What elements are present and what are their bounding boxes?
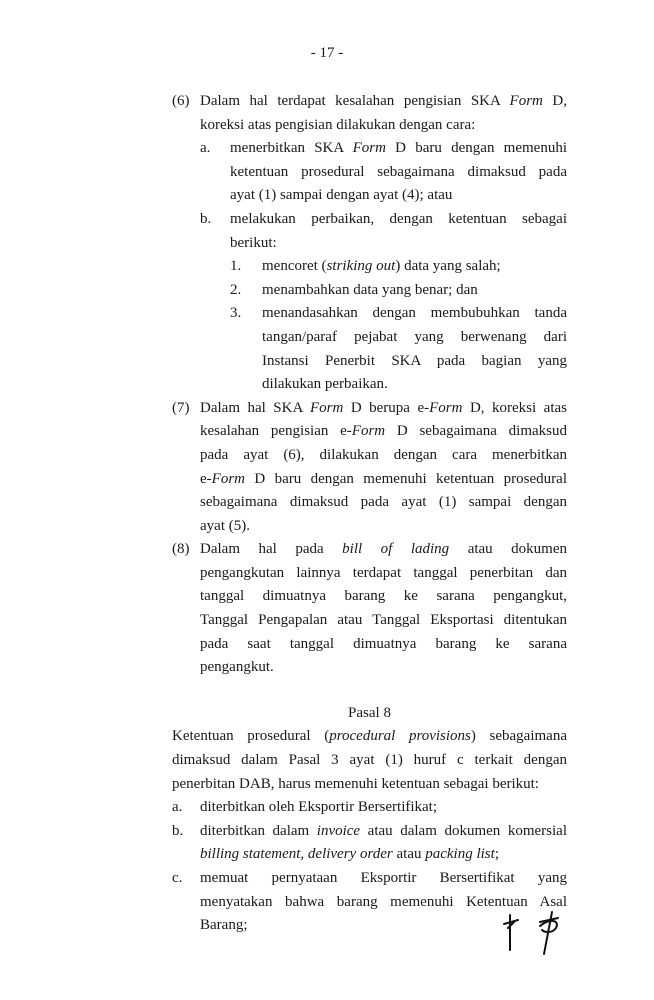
text-line <box>0 420 654 444</box>
text-segment: atau dalam dokumen komersial <box>360 822 567 839</box>
text-segment: ketentuan prosedural sebagaimana dimaksud pada <box>230 163 567 180</box>
text-segment: memuat pernyataan Eksportir Bersertifikat yang <box>200 870 567 886</box>
text-line <box>0 232 654 256</box>
text-segment: pada ayat (6), dilakukan dengan cara menerbitkan <box>200 446 567 463</box>
text-segment: menandasahkan dengan membubuhkan tanda <box>262 305 567 322</box>
list-marker: a. <box>172 799 183 816</box>
line-text <box>200 585 567 609</box>
text-segment: ) sebagaimana <box>470 728 567 745</box>
line-text <box>172 773 567 797</box>
text-segment: penerbitan DAB, harus memenuhi ketentuan sebagai berikut: <box>172 775 539 792</box>
text-line <box>0 444 654 468</box>
text-segment: berikut: <box>230 234 277 251</box>
text-line <box>0 867 654 891</box>
document-body <box>0 90 654 938</box>
text-segment: ) data yang salah; <box>395 258 501 275</box>
line-text <box>200 820 567 844</box>
italic-term: procedural provisions <box>329 728 471 745</box>
text-line <box>0 161 654 185</box>
list-marker: (7) <box>172 399 190 416</box>
line-text <box>200 397 567 421</box>
signature-initials <box>500 910 570 960</box>
text-line <box>0 538 654 562</box>
italic-term: billing statement, delivery order <box>200 846 393 863</box>
line-text <box>200 538 567 562</box>
text-line <box>0 255 654 279</box>
list-marker: 2. <box>230 281 242 298</box>
text-line <box>0 820 654 844</box>
text-segment: tanggal dimuatnya barang ke sarana pengangkut, <box>200 588 567 605</box>
line-text <box>200 796 567 820</box>
italic-term: bill of lading <box>342 541 450 558</box>
text-segment: Instansi Penerbit SKA pada bagian yang <box>262 352 567 369</box>
text-line <box>0 468 654 492</box>
list-marker: a. <box>200 140 211 157</box>
text-segment: Tanggal Pengapalan atau Tanggal Eksportasi ditentukan <box>200 612 567 629</box>
list-marker: (6) <box>172 93 190 109</box>
line-text <box>200 609 567 633</box>
text-line <box>0 350 654 374</box>
text-line <box>0 208 654 232</box>
text-segment: D baru dengan memenuhi ketentuan prosedural <box>245 470 567 487</box>
text-line <box>0 114 654 138</box>
text-line <box>0 491 654 515</box>
line-text <box>230 184 567 208</box>
text-segment: D baru dengan memenuhi <box>385 140 567 157</box>
line-text <box>230 232 567 256</box>
text-line <box>0 656 654 680</box>
italic-term: Form <box>429 399 463 416</box>
italic-term: Form <box>509 93 543 109</box>
text-line <box>0 373 654 397</box>
list-marker: (8) <box>172 541 190 558</box>
line-text <box>200 491 567 515</box>
text-segment: diterbitkan dalam <box>200 822 317 839</box>
list-marker: 3. <box>230 305 242 322</box>
line-text <box>200 867 567 891</box>
text-segment: ayat (1) sampai dengan ayat (4); atau <box>230 187 453 204</box>
text-line <box>0 633 654 657</box>
text-line <box>0 137 654 161</box>
text-line <box>0 585 654 609</box>
text-segment: diterbitkan oleh Eksportir Bersertifikat; <box>200 799 438 816</box>
line-text <box>200 90 567 114</box>
line-text <box>262 255 567 279</box>
line-text <box>172 725 567 749</box>
text-segment: pengangkutan lainnya terdapat tanggal penerbitan dan <box>200 564 567 581</box>
text-line <box>0 796 654 820</box>
text-segment: ayat (5). <box>200 517 250 534</box>
text-line <box>0 562 654 586</box>
text-segment: tangan/paraf pejabat yang berwenang dari <box>262 328 567 345</box>
text-line <box>0 90 654 114</box>
text-segment: D, <box>542 93 567 109</box>
text-segment: menambahkan data yang benar; dan <box>262 281 478 298</box>
text-line <box>0 302 654 326</box>
text-segment: atau dokumen <box>449 541 567 558</box>
text-line <box>0 515 654 539</box>
text-segment: koreksi atas pengisian dilakukan dengan cara: <box>200 116 476 133</box>
text-line <box>0 725 654 749</box>
line-text <box>200 656 567 680</box>
text-line <box>0 397 654 421</box>
list-marker: c. <box>172 870 183 886</box>
italic-term: invoice <box>316 822 361 839</box>
text-segment: D berupa e- <box>343 399 430 416</box>
text-line <box>0 773 654 797</box>
text-segment: dilakukan perbaikan. <box>262 376 388 393</box>
line-text <box>172 702 567 726</box>
text-segment: Ketentuan prosedural ( <box>172 728 330 745</box>
text-segment: sebagaimana dimaksud pada ayat (1) sampai dengan <box>200 494 567 511</box>
text-segment: mencoret ( <box>262 258 327 275</box>
line-text <box>262 302 567 326</box>
text-segment: ; <box>494 846 499 863</box>
italic-term: Form <box>351 423 386 440</box>
text-line <box>0 749 654 773</box>
line-text <box>200 420 567 444</box>
line-text <box>200 114 567 138</box>
text-segment: pada saat tanggal dimuatnya barang ke sarana <box>200 635 567 652</box>
text-segment: e- <box>200 470 212 487</box>
line-text <box>172 749 567 773</box>
line-text <box>262 373 567 397</box>
line-text <box>200 633 567 657</box>
text-segment: Pasal 8 <box>348 704 391 721</box>
text-segment: Dalam hal terdapat kesalahan pengisian SKA <box>200 93 510 109</box>
line-text <box>230 137 567 161</box>
list-marker: b. <box>200 210 212 227</box>
line-text <box>262 326 567 350</box>
list-marker: b. <box>172 822 184 839</box>
line-text <box>200 843 567 867</box>
section-heading <box>0 702 654 726</box>
text-segment: Dalam hal SKA <box>200 399 310 416</box>
line-text <box>230 208 567 232</box>
line-text <box>200 468 567 492</box>
line-text <box>262 350 567 374</box>
text-segment: kesalahan pengisian e- <box>200 423 352 440</box>
text-segment: D sebagaimana dimaksud <box>385 423 567 440</box>
text-line <box>0 326 654 350</box>
line-text <box>200 444 567 468</box>
spacer <box>0 680 654 702</box>
italic-term: Form <box>309 399 344 416</box>
text-segment: Barang; <box>200 917 248 934</box>
italic-term: striking out <box>326 258 396 275</box>
text-line <box>0 609 654 633</box>
text-segment: dimaksud dalam Pasal 3 ayat (1) huruf c terkait dengan <box>172 752 567 769</box>
text-line <box>0 279 654 303</box>
text-segment: pengangkut. <box>200 659 274 676</box>
line-text <box>230 161 567 185</box>
italic-term: Form <box>211 470 245 487</box>
page-number: - 17 - <box>310 45 344 61</box>
italic-term: Form <box>352 140 386 157</box>
text-segment: menyatakan bahwa barang memenuhi Ketentuan Asal <box>200 893 567 910</box>
text-segment: atau <box>392 846 426 863</box>
text-segment: D, koreksi atas <box>462 399 567 416</box>
text-line <box>0 184 654 208</box>
line-text <box>200 562 567 586</box>
text-segment: melakukan perbaikan, dengan ketentuan sebagai <box>230 210 567 227</box>
line-text <box>262 279 567 303</box>
text-line <box>0 843 654 867</box>
list-marker: 1. <box>230 258 242 275</box>
text-segment: menerbitkan SKA <box>230 140 353 157</box>
text-segment: Dalam hal pada <box>200 541 343 558</box>
line-text <box>200 515 567 539</box>
italic-term: packing list <box>425 846 495 863</box>
